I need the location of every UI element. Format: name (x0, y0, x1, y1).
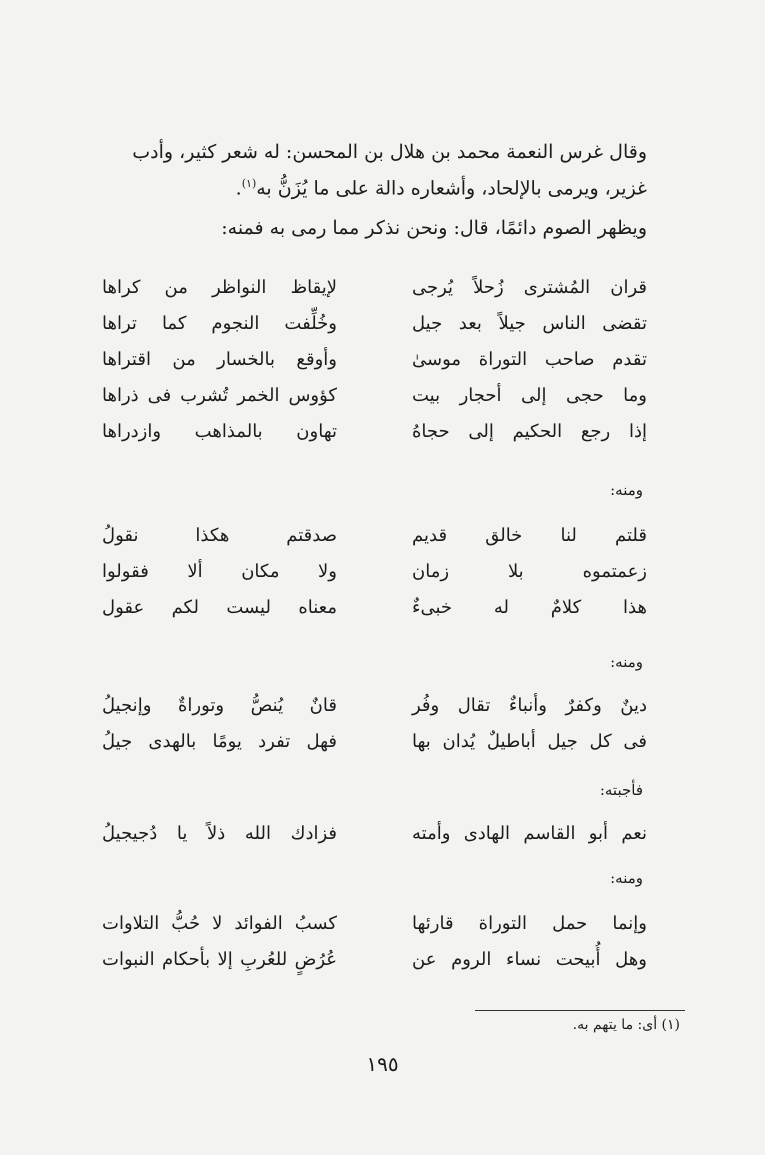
verse (102, 414, 647, 450)
section-intro: ومنه: (610, 481, 643, 499)
intro-line-1: وقال غرس النعمة محمد بن هلال بن المحسن: له شعر كثير، وأدب (132, 141, 647, 163)
intro-line-2-end: . (235, 177, 242, 200)
footnote-divider (475, 1010, 685, 1011)
verse-first-hemistich: تقدم صاحب التوراة موسىٰ (412, 349, 647, 370)
verse-second-hemistich: عُرُضٍ للعُربِ إلا بأحكام النبوات (102, 949, 337, 970)
verse-first-hemistich: وإنما حمل التوراة قارئها (412, 913, 647, 934)
verse-second-hemistich: وخُلِّفت النجوم كما تراها (102, 313, 337, 334)
verse-first-hemistich: وهل أُبيحت نساء الروم عن (412, 949, 647, 970)
verse (102, 270, 647, 306)
section-intro: ومنه: (610, 653, 643, 671)
verse-first-hemistich: هذا كلامٌ له خبىءٌ (412, 597, 647, 618)
poem-1 (102, 270, 647, 450)
verse-second-hemistich: تهاون بالمذاهب وازدراها (102, 421, 337, 442)
verse-first-hemistich: زعمتموه بلا زمان (412, 561, 647, 582)
verse-first-hemistich: فى كل جيل أباطيلٌ يُدان بها (412, 731, 647, 752)
verse (102, 942, 647, 978)
poem-3 (102, 688, 647, 760)
verse (102, 590, 647, 626)
footnote-ref: (١) (241, 177, 257, 190)
section-intro: ومنه: (610, 869, 643, 887)
page-number: ١٩٥ (366, 1052, 399, 1076)
intro-line-2-text: غزير، ويرمى بالإلحاد، وأشعاره دالة على ما يُزَنُّ به (256, 177, 647, 200)
verse-first-hemistich: نعم أبو القاسم الهادى وأمته (412, 823, 647, 844)
verse-second-hemistich: ولا مكان ألا فقولوا (102, 561, 337, 582)
section-intro: فأجبته: (599, 781, 643, 799)
verse-second-hemistich: كسبُ الفوائد لا حُبُّ التلاوات (102, 913, 337, 934)
verse-second-hemistich: فهل تفرد يومًا بالهدى جيلُ (102, 731, 337, 752)
verse (102, 306, 647, 342)
verse (102, 688, 647, 724)
poem-2 (102, 518, 647, 626)
verse (102, 342, 647, 378)
verse-second-hemistich: قانٌ يُنصُّ وتوراةٌ وإنجيلُ (102, 695, 337, 716)
verse (102, 554, 647, 590)
poem-5 (102, 906, 647, 978)
verse-second-hemistich: صدقتم هكذا نقولُ (102, 525, 337, 546)
verse-second-hemistich: معناه ليست لكم عقول (102, 597, 337, 618)
verse-first-hemistich: قلتم لنا خالق قديم (412, 525, 647, 546)
footnote: (١) أى: ما يتهم به. (572, 1017, 680, 1033)
verse-first-hemistich: دينٌ وكفرٌ وأنباءٌ تقال وفُر (412, 695, 647, 716)
verse-first-hemistich: قران المُشترى زُحلاً يُرجى (412, 277, 647, 298)
verse-second-hemistich: لإيقاظ النواظر من كراها (102, 277, 337, 298)
verse (102, 906, 647, 942)
verse-first-hemistich: تقضى الناس جيلاً بعد جيل (412, 313, 647, 334)
verse-second-hemistich: كؤوس الخمر تُشرب فى ذراها (102, 385, 337, 406)
intro-line-3: ويظهر الصوم دائمًا، قال: ونحن نذكر مما رمى به فمنه: (221, 217, 647, 240)
verse-second-hemistich: وأوقع بالخسار من اقتراها (102, 349, 337, 370)
verse (102, 518, 647, 554)
intro-line-2 (87, 168, 647, 204)
verse-second-hemistich: فزادك الله ذلاً يا دُجيجيلُ (102, 823, 337, 844)
verse (102, 816, 647, 852)
verse (102, 724, 647, 760)
intro-paragraph (87, 136, 647, 244)
verse-first-hemistich: وما حجى إلى أحجار بيت (412, 385, 647, 406)
poem-4 (102, 816, 647, 852)
verse-first-hemistich: إذا رجع الحكيم إلى حجاهُ (412, 421, 647, 442)
verse (102, 378, 647, 414)
